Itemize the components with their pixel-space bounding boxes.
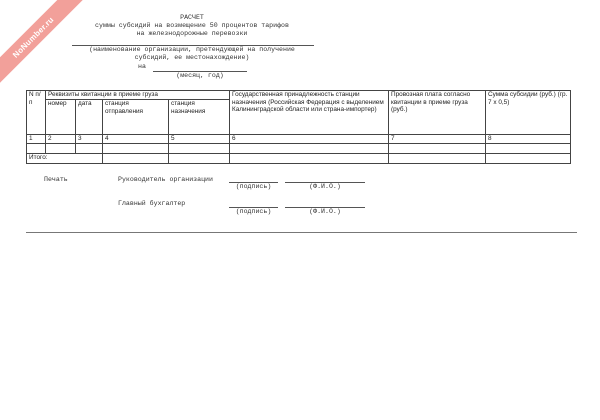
bottom-rule xyxy=(26,232,577,233)
table-cell xyxy=(389,144,486,154)
col-num-5: 5 xyxy=(169,135,230,144)
col-num-8: 8 xyxy=(486,135,571,144)
table-cell xyxy=(230,154,389,164)
period-caption: (месяц, год) xyxy=(176,72,224,79)
seal-label: Печать xyxy=(44,176,68,183)
header-receipt-group: Реквизиты квитанции в приеме груза xyxy=(46,91,230,100)
table-cell xyxy=(486,154,571,164)
table-cell xyxy=(46,144,76,154)
accountant-sign-caption: (подпись) xyxy=(235,208,272,215)
header-number: номер xyxy=(46,100,76,135)
title-line-1: суммы субсидий на возмещение 50 процентов тарифов xyxy=(95,22,289,29)
period-prefix: на xyxy=(138,63,146,70)
org-caption-1: (наименование организации, претендующей на получение xyxy=(89,46,295,53)
document-title: РАСЧЕТ xyxy=(180,14,204,21)
head-sign-caption: (подпись) xyxy=(235,183,272,190)
table-cell xyxy=(230,144,389,154)
table-cell xyxy=(486,144,571,154)
header-station-to: станция назначения xyxy=(169,100,230,135)
col-num-2: 2 xyxy=(46,135,76,144)
header-no: N п/п xyxy=(27,91,46,135)
watermark-text: NoNumber.ru xyxy=(10,14,56,60)
table-cell xyxy=(103,144,169,154)
title-line-2: на железнодорожные перевозки xyxy=(136,30,248,37)
head-name-caption: (Ф.И.О.) xyxy=(309,183,341,190)
org-caption-2: субсидий, ее местонахождение) xyxy=(134,54,250,61)
accountant-label: Главный бухгалтер xyxy=(118,200,186,207)
head-label: Руководитель организации xyxy=(118,176,213,183)
col-num-6: 6 xyxy=(230,135,389,144)
table-row xyxy=(27,144,571,154)
total-label: Итого: xyxy=(27,154,103,164)
col-num-1: 1 xyxy=(27,135,46,144)
subsidy-table xyxy=(26,90,571,164)
col-num-3: 3 xyxy=(76,135,103,144)
header-station-from: станция отправления xyxy=(103,100,169,135)
header-date: дата xyxy=(76,100,103,135)
header-affiliation: Государственная принадлежность станции назначения (Российская Федерация с выделением Калининградской области или страна-импортер) xyxy=(230,91,389,135)
table-cell xyxy=(169,144,230,154)
accountant-name-caption: (Ф.И.О.) xyxy=(309,208,341,215)
header-subsidy: Сумма субсидии (руб.) (гр. 7 x 0,5) xyxy=(486,91,571,135)
table-cell xyxy=(76,144,103,154)
table-cell xyxy=(389,154,486,164)
col-num-4: 4 xyxy=(103,135,169,144)
total-row xyxy=(27,154,571,164)
col-num-7: 7 xyxy=(389,135,486,144)
table-cell xyxy=(169,154,230,164)
header-fee: Провозная плата согласно квитанции в приеме груза (руб.) xyxy=(389,91,486,135)
table-cell xyxy=(103,154,169,164)
table-cell xyxy=(27,144,46,154)
